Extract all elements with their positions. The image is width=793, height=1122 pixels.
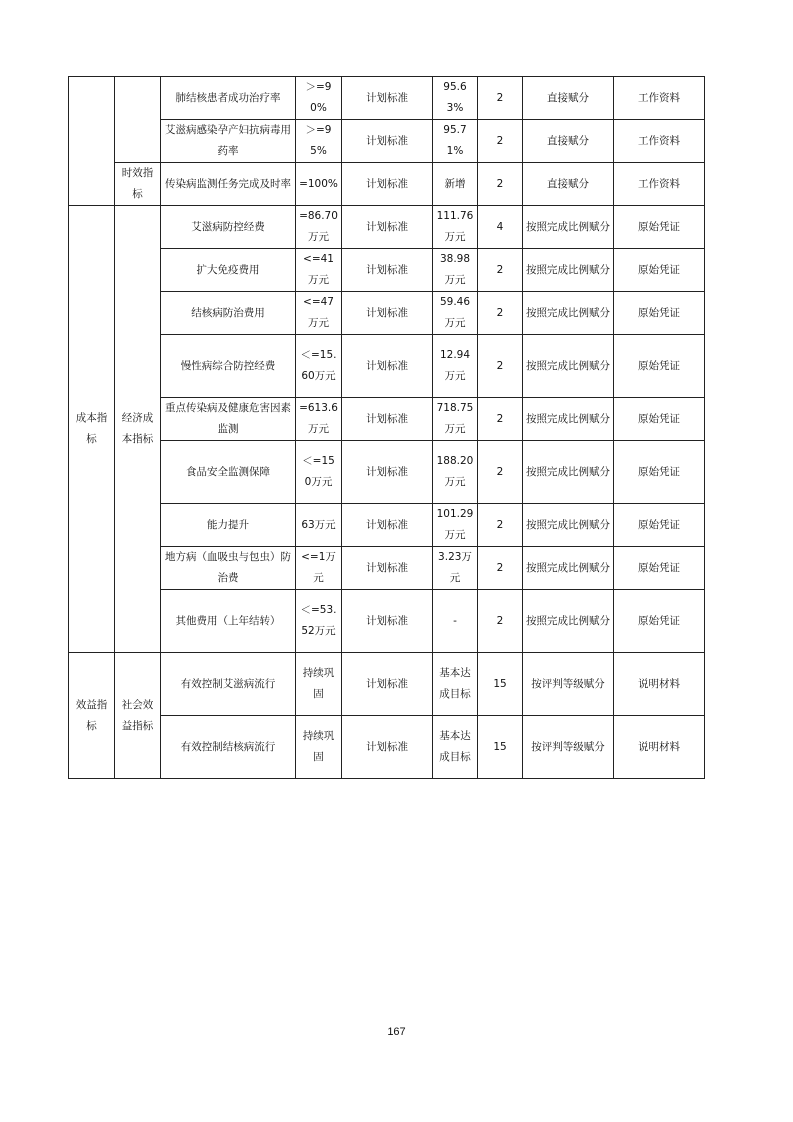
actual-value: 基本达成目标 (433, 716, 478, 779)
table-row (69, 335, 705, 398)
scoring-rule: 按照完成比例赋分 (523, 206, 614, 249)
scoring-rule: 直接赋分 (523, 120, 614, 163)
target-value: <=1万元 (296, 547, 342, 590)
scoring-rule: 按评判等级赋分 (523, 653, 614, 716)
weight-score: 2 (478, 441, 523, 504)
indicator-name: 地方病（血吸虫与包虫）防治费 (161, 547, 296, 590)
evaluation-standard: 计划标准 (342, 249, 433, 292)
table-row (69, 441, 705, 504)
actual-value: 3.23万元 (433, 547, 478, 590)
evidence-type: 原始凭证 (614, 441, 705, 504)
table-row (69, 653, 705, 716)
target-value: 63万元 (296, 504, 342, 547)
actual-value: 718.75万元 (433, 398, 478, 441)
scoring-rule: 直接赋分 (523, 77, 614, 120)
weight-score: 2 (478, 249, 523, 292)
level1-benefit: 效益指标 (69, 653, 115, 779)
target-value: <=41万元 (296, 249, 342, 292)
evidence-type: 工作资料 (614, 77, 705, 120)
weight-score: 2 (478, 77, 523, 120)
evaluation-standard: 计划标准 (342, 163, 433, 206)
evidence-type: 原始凭证 (614, 335, 705, 398)
level2-cell-empty (115, 77, 161, 163)
evidence-type: 原始凭证 (614, 504, 705, 547)
evidence-type: 说明材料 (614, 716, 705, 779)
indicator-name: 艾滋病防控经费 (161, 206, 296, 249)
level2-economic-cost: 经济成本指标 (115, 206, 161, 653)
target-value: ＜=15.60万元 (296, 335, 342, 398)
evidence-type: 原始凭证 (614, 249, 705, 292)
scoring-rule: 按照完成比例赋分 (523, 292, 614, 335)
indicator-name: 结核病防治费用 (161, 292, 296, 335)
weight-score: 2 (478, 398, 523, 441)
level2-social-benefit: 社会效益指标 (115, 653, 161, 779)
actual-value: 新增 (433, 163, 478, 206)
indicator-name: 艾滋病感染孕产妇抗病毒用药率 (161, 120, 296, 163)
table-row (69, 292, 705, 335)
table-row (69, 716, 705, 779)
evidence-type: 原始凭证 (614, 292, 705, 335)
evaluation-standard: 计划标准 (342, 335, 433, 398)
target-value: =100% (296, 163, 342, 206)
weight-score: 2 (478, 163, 523, 206)
evaluation-standard: 计划标准 (342, 398, 433, 441)
evaluation-standard: 计划标准 (342, 77, 433, 120)
indicator-name: 食品安全监测保障 (161, 441, 296, 504)
weight-score: 2 (478, 547, 523, 590)
weight-score: 2 (478, 335, 523, 398)
target-value: ＞=90% (296, 77, 342, 120)
actual-value: 59.46万元 (433, 292, 478, 335)
target-value: =86.70万元 (296, 206, 342, 249)
actual-value: 101.29万元 (433, 504, 478, 547)
scoring-rule: 按照完成比例赋分 (523, 335, 614, 398)
actual-value: 12.94万元 (433, 335, 478, 398)
weight-score: 4 (478, 206, 523, 249)
indicator-name: 重点传染病及健康危害因素监测 (161, 398, 296, 441)
scoring-rule: 按评判等级赋分 (523, 716, 614, 779)
evidence-type: 工作资料 (614, 120, 705, 163)
weight-score: 2 (478, 590, 523, 653)
target-value: ＞=95% (296, 120, 342, 163)
evaluation-standard: 计划标准 (342, 292, 433, 335)
indicator-name: 慢性病综合防控经费 (161, 335, 296, 398)
actual-value: - (433, 590, 478, 653)
evidence-type: 原始凭证 (614, 206, 705, 249)
evidence-type: 原始凭证 (614, 590, 705, 653)
weight-score: 2 (478, 504, 523, 547)
table-row (69, 590, 705, 653)
weight-score: 15 (478, 653, 523, 716)
scoring-rule: 按照完成比例赋分 (523, 398, 614, 441)
target-value: 持续巩固 (296, 716, 342, 779)
weight-score: 2 (478, 292, 523, 335)
table-row (69, 398, 705, 441)
weight-score: 2 (478, 120, 523, 163)
actual-value: 95.71% (433, 120, 478, 163)
table-row (69, 77, 705, 120)
level2-timeliness: 时效指标 (115, 163, 161, 206)
evaluation-standard: 计划标准 (342, 206, 433, 249)
scoring-rule: 按照完成比例赋分 (523, 590, 614, 653)
scoring-rule: 按照完成比例赋分 (523, 547, 614, 590)
indicator-name: 其他费用（上年结转） (161, 590, 296, 653)
evidence-type: 原始凭证 (614, 547, 705, 590)
target-value: <=47万元 (296, 292, 342, 335)
level1-cell-empty (69, 77, 115, 206)
evaluation-standard: 计划标准 (342, 547, 433, 590)
evaluation-standard: 计划标准 (342, 590, 433, 653)
target-value: =613.6万元 (296, 398, 342, 441)
table-row (69, 206, 705, 249)
evaluation-standard: 计划标准 (342, 653, 433, 716)
scoring-rule: 按照完成比例赋分 (523, 504, 614, 547)
table-row (69, 249, 705, 292)
evidence-type: 工作资料 (614, 163, 705, 206)
scoring-rule: 按照完成比例赋分 (523, 249, 614, 292)
performance-indicator-table (68, 76, 705, 779)
actual-value: 188.20万元 (433, 441, 478, 504)
table-row (69, 504, 705, 547)
evaluation-standard: 计划标准 (342, 441, 433, 504)
target-value: 持续巩固 (296, 653, 342, 716)
target-value: ＜=150万元 (296, 441, 342, 504)
scoring-rule: 按照完成比例赋分 (523, 441, 614, 504)
actual-value: 111.76万元 (433, 206, 478, 249)
evaluation-standard: 计划标准 (342, 120, 433, 163)
scoring-rule: 直接赋分 (523, 163, 614, 206)
actual-value: 基本达成目标 (433, 653, 478, 716)
level1-cost: 成本指标 (69, 206, 115, 653)
indicator-name: 有效控制结核病流行 (161, 716, 296, 779)
evidence-type: 说明材料 (614, 653, 705, 716)
evidence-type: 原始凭证 (614, 398, 705, 441)
indicator-name: 扩大免疫费用 (161, 249, 296, 292)
target-value: ＜=53.52万元 (296, 590, 342, 653)
actual-value: 95.63% (433, 77, 478, 120)
table-row (69, 547, 705, 590)
indicator-name: 有效控制艾滋病流行 (161, 653, 296, 716)
indicator-name: 传染病监测任务完成及时率 (161, 163, 296, 206)
indicator-name: 能力提升 (161, 504, 296, 547)
evaluation-standard: 计划标准 (342, 504, 433, 547)
page-number: 167 (387, 1026, 406, 1038)
weight-score: 15 (478, 716, 523, 779)
indicator-name: 肺结核患者成功治疗率 (161, 77, 296, 120)
table-row (69, 163, 705, 206)
evaluation-standard: 计划标准 (342, 716, 433, 779)
table-row (69, 120, 705, 163)
actual-value: 38.98万元 (433, 249, 478, 292)
